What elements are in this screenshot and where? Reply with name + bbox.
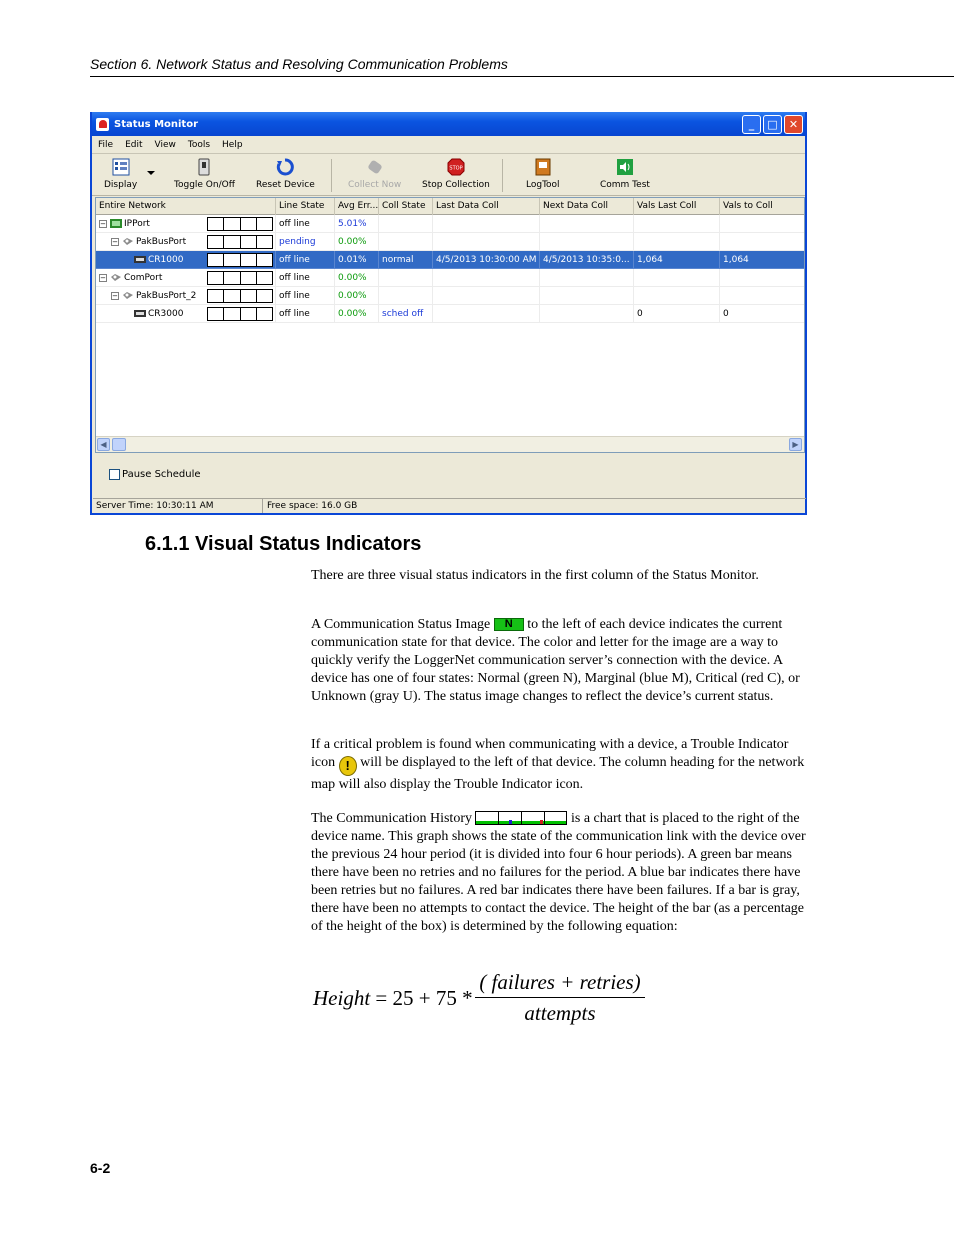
col-last-data-coll[interactable]: Last Data Coll	[433, 198, 540, 215]
equation-operator: = 25 + 75 *	[375, 986, 473, 1010]
line-state: off line	[276, 305, 335, 323]
paragraph-trouble-indicator: If a critical problem is found when communicating with a device, a Trouble Indicator icon ! will be displayed to the left of that device. The column heading for the network map will also display the Trouble Indicator icon.	[311, 737, 805, 792]
stop-collection-label: Stop Collection	[422, 180, 490, 190]
display-dropdown-arrow[interactable]	[147, 171, 155, 175]
avg-err: 0.00%	[335, 287, 379, 305]
menu-bar	[92, 136, 805, 154]
col-entire-network[interactable]: Entire Network	[96, 198, 276, 215]
display-label: Display	[104, 180, 138, 190]
menu-view[interactable]: View	[154, 139, 176, 150]
collect-now-button[interactable]	[348, 158, 401, 190]
comm-history-chart	[207, 271, 273, 285]
next-data-coll: 4/5/2013 10:35:0...	[540, 251, 634, 269]
avg-err: 0.00%	[335, 305, 379, 323]
comm-history-chart	[207, 217, 273, 231]
collapse-icon[interactable]: −	[112, 237, 118, 246]
vals-to-coll	[720, 215, 805, 233]
window-title: Status Monitor	[114, 118, 199, 130]
vals-to-coll	[720, 287, 805, 305]
collapse-icon[interactable]: −	[100, 273, 106, 282]
pause-schedule-checkbox[interactable]	[109, 469, 201, 480]
equation-denominator: attempts	[524, 1001, 596, 1025]
comm-history-chart	[207, 307, 273, 321]
next-data-coll	[540, 287, 634, 305]
table-row[interactable]	[96, 269, 805, 287]
paragraph-status-image: A Communication Status Image N to the left of each device indicates the current communication state for that device. The color and letter for the image are a way to quickly verify the LoggerNet communication server’s connection with the device. A device has one of four states: Normal (green N), Marginal (blue M), Critical (red C), or Unknown (gray U). The status image changes to reflect the device’s current status.	[311, 617, 800, 704]
network-port-icon	[110, 219, 122, 228]
paragraph-intro: There are three visual status indicators in the first column of the Status Monitor.	[311, 568, 759, 583]
line-state: off line	[276, 269, 335, 287]
toggle-label: Toggle On/Off	[174, 180, 235, 190]
node-name: CR3000	[148, 309, 184, 319]
status-monitor-window	[90, 112, 807, 515]
server-time: Server Time: 10:30:11 AM	[93, 499, 263, 513]
vals-last-coll: 0	[634, 305, 720, 323]
menu-tools[interactable]: Tools	[187, 139, 211, 150]
last-data-coll	[433, 215, 540, 233]
toggle-icon	[195, 158, 213, 176]
node-name: IPPort	[124, 219, 150, 229]
header-rule	[90, 76, 954, 77]
reset-device-button[interactable]	[256, 158, 315, 190]
status-bar	[93, 498, 806, 513]
coll-state	[379, 215, 433, 233]
comm-history-icon	[475, 811, 567, 825]
menu-file[interactable]: File	[98, 139, 114, 150]
table-row[interactable]	[96, 215, 805, 233]
scroll-left-icon[interactable]: ◀	[97, 438, 110, 451]
col-next-data-coll[interactable]: Next Data Coll	[540, 198, 634, 215]
coll-state	[379, 269, 433, 287]
network-grid	[95, 197, 805, 453]
logtool-button[interactable]	[526, 158, 560, 190]
paragraph-comm-history: The Communication History is a chart that is placed to the right of the device name. This graph shows the state of the communication link with the device over the previous 24 hour period (it is divided into four 6 hour periods). A green bar means there have been no retries and no failures for the period. A blue bar indicates there have been retries but no failures. A red bar indicates there have been failures. If a bar is gray, there have been no attempts to contact the device. The height of the bar (as a percentage of the height of the box) is determined by the following equation:	[311, 811, 806, 934]
running-header: Section 6. Network Status and Resolving Communication Problems	[90, 56, 508, 72]
node-name: CR1000	[148, 255, 184, 265]
last-data-coll	[433, 233, 540, 251]
equation-fraction	[475, 970, 645, 1026]
free-space: Free space: 16.0 GB	[267, 501, 358, 511]
vals-to-coll	[720, 269, 805, 287]
table-row-selected[interactable]	[96, 251, 805, 269]
svg-text:STOP: STOP	[449, 165, 463, 172]
pause-schedule-label: Pause Schedule	[122, 469, 201, 480]
table-row[interactable]	[96, 287, 805, 305]
node-name: PakBusPort_2	[136, 291, 197, 301]
logtool-icon	[534, 158, 552, 176]
next-data-coll	[540, 215, 634, 233]
next-data-coll	[540, 233, 634, 251]
datalogger-icon	[134, 309, 146, 318]
stop-collection-button[interactable]	[422, 158, 490, 190]
vals-last-coll	[634, 215, 720, 233]
com-port-icon	[110, 273, 122, 282]
col-vals-to-coll[interactable]: Vals to Coll	[720, 198, 805, 215]
reset-icon	[276, 158, 294, 176]
coll-state	[379, 287, 433, 305]
collect-icon	[366, 158, 384, 176]
vals-last-coll	[634, 269, 720, 287]
comm-history-chart	[207, 235, 273, 249]
horizontal-scrollbar[interactable]	[96, 436, 804, 452]
collapse-icon[interactable]: −	[112, 291, 118, 300]
datalogger-icon	[134, 255, 146, 264]
minimize-button[interactable]: _	[742, 115, 761, 134]
equation-numerator: ( failures + retries)	[479, 970, 641, 994]
node-name: ComPort	[124, 273, 163, 283]
vals-last-coll	[634, 287, 720, 305]
page-number: 6-2	[90, 1160, 111, 1176]
avg-err: 0.00%	[335, 233, 379, 251]
node-name: PakBusPort	[136, 237, 187, 247]
title-bar	[92, 112, 805, 136]
close-button[interactable]: ✕	[784, 115, 803, 134]
coll-state: normal	[379, 251, 433, 269]
checkbox-icon[interactable]	[109, 469, 120, 480]
last-data-coll	[433, 305, 540, 323]
line-state: off line	[276, 215, 335, 233]
vals-to-coll: 1,064	[720, 251, 805, 269]
col-avg-err[interactable]: Avg Err...	[335, 198, 379, 215]
avg-err: 0.01%	[335, 251, 379, 269]
maximize-button[interactable]: □	[763, 115, 782, 134]
next-data-coll	[540, 269, 634, 287]
comm-history-chart	[207, 253, 273, 267]
last-data-coll: 4/5/2013 10:30:00 AM	[433, 251, 540, 269]
avg-err: 5.01%	[335, 215, 379, 233]
display-icon	[112, 158, 130, 176]
vals-last-coll: 1,064	[634, 251, 720, 269]
section-heading: 6.1.1 Visual Status Indicators	[145, 533, 422, 555]
coll-state: sched off	[379, 305, 433, 323]
last-data-coll	[433, 287, 540, 305]
comm-history-chart	[207, 289, 273, 303]
fraction-bar	[475, 997, 645, 998]
toggle-button[interactable]	[174, 158, 235, 190]
menu-edit[interactable]: Edit	[125, 139, 143, 150]
app-icon	[96, 118, 109, 131]
toolbar	[92, 154, 805, 196]
coll-state	[379, 233, 433, 251]
line-state: off line	[276, 287, 335, 305]
menu-help[interactable]: Help	[222, 139, 243, 150]
next-data-coll	[540, 305, 634, 323]
normal-status-icon: N	[494, 618, 524, 631]
comm-test-label: Comm Test	[600, 180, 650, 190]
line-state: pending	[276, 233, 335, 251]
stop-icon	[447, 158, 465, 176]
comm-test-button[interactable]	[600, 158, 650, 190]
col-line-state[interactable]: Line State	[276, 198, 335, 215]
vals-to-coll	[720, 233, 805, 251]
vals-last-coll	[634, 233, 720, 251]
comm-test-icon	[616, 158, 634, 176]
reset-device-label: Reset Device	[256, 180, 315, 190]
col-coll-state[interactable]: Coll State	[379, 198, 433, 215]
avg-err: 0.00%	[335, 269, 379, 287]
display-button[interactable]	[104, 158, 137, 190]
scroll-right-icon[interactable]: ▶	[789, 438, 802, 451]
col-vals-last-coll[interactable]: Vals Last Coll	[634, 198, 720, 215]
collapse-icon[interactable]: −	[100, 219, 106, 228]
pakbus-port-icon	[122, 291, 134, 300]
equation-lhs: Height	[313, 986, 371, 1010]
trouble-indicator-icon: !	[339, 756, 357, 776]
grid-header	[96, 198, 805, 215]
scroll-thumb[interactable]	[112, 438, 126, 451]
line-state: off line	[276, 251, 335, 269]
table-row[interactable]	[96, 305, 805, 323]
last-data-coll	[433, 269, 540, 287]
vals-to-coll: 0	[720, 305, 805, 323]
table-row[interactable]	[96, 233, 805, 251]
collect-now-label: Collect Now	[348, 180, 402, 190]
logtool-label: LogTool	[526, 180, 560, 190]
pakbus-port-icon	[122, 237, 134, 246]
